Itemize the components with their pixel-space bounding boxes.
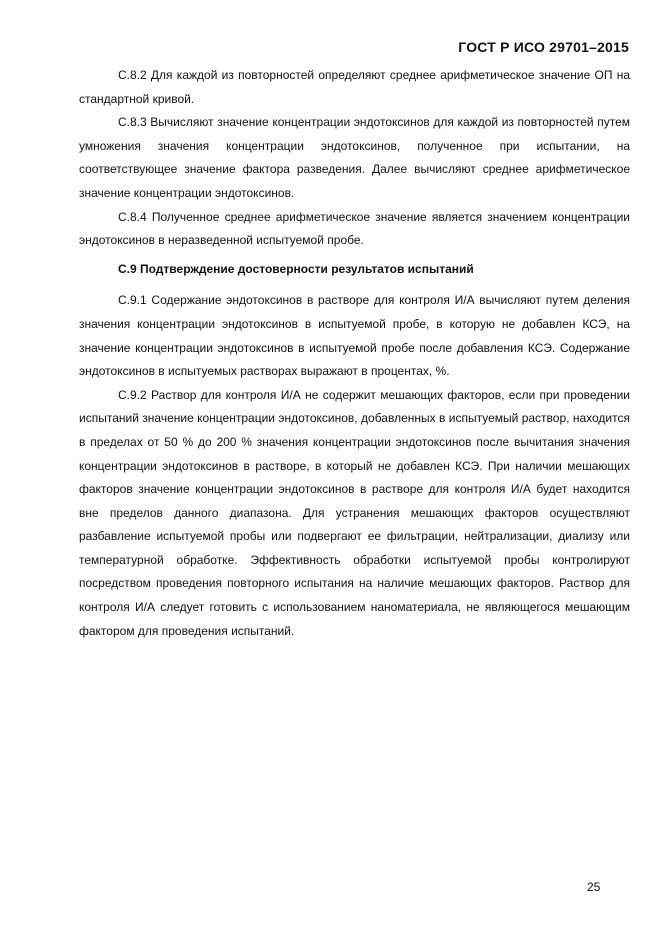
- paragraph-c-9-1: С.9.1 Содержание эндотоксинов в растворе для контроля И/А вычисляют путем деления значения концентрации эндотоксинов в испытуемой пробе, в которую не добавлен КСЭ, на значение концентрации эндотоксинов в испытуемой пробе после добавления КСЭ. Содержание эндотоксинов в испытуемых растворах выражают в процентах, %.: [79, 293, 630, 379]
- body-text: [79, 64, 630, 643]
- page-number: 25: [587, 880, 601, 894]
- standard-code-header: ГОСТ Р ИСО 29701–2015: [458, 39, 629, 55]
- paragraph-c-8-4: С.8.4 Полученное среднее арифметическое значение является значением концентрации эндотоксинов в неразведенной испытуемой пробе.: [79, 209, 630, 248]
- paragraph-c-9-2: С.9.2 Раствор для контроля И/А не содержит мешающих факторов, если при проведении испытаний значение концентрации эндотоксинов, добавленных в испытуемый раствор, находится в пределах от 50 % до 200 % значения концентрации эндотоксинов после вычитания значения концентрации эндотоксинов в растворе, в который не добавлен КСЭ. При наличии мешающих факторов значение концентрации эндотоксинов в растворе для контроля И/А будет находится вне пределов данного диапазона. Для устранения мешающих факторов осуществляют разбавление испытуемой пробы или подвергают ее фильтрации, нейтрализации, диализу или температурной обработке. Эффективность обработки испытуемой пробы контролируют посредством проведения повторного испытания на наличие мешающих факторов. Раствор для контроля И/А следует готовить с использованием наноматериала, не являющегося мешающим фактором для проведения испытаний.: [79, 387, 630, 638]
- section-heading-c-9: С.9 Подтверждение достоверности результатов испытаний: [118, 261, 474, 276]
- paragraph-c-8-2: С.8.2 Для каждой из повторностей определяют среднее арифметическое значение ОП на стандартной кривой.: [79, 68, 630, 106]
- paragraph-c-8-3: С.8.3 Вычисляют значение концентрации эндотоксинов для каждой из повторностей путем умножения значения концентрации эндотоксинов, полученное при испытании, на соответствующее значение фактора разведения. Далее вычисляют среднее арифметическое значение концентрации эндотоксинов.: [79, 115, 630, 200]
